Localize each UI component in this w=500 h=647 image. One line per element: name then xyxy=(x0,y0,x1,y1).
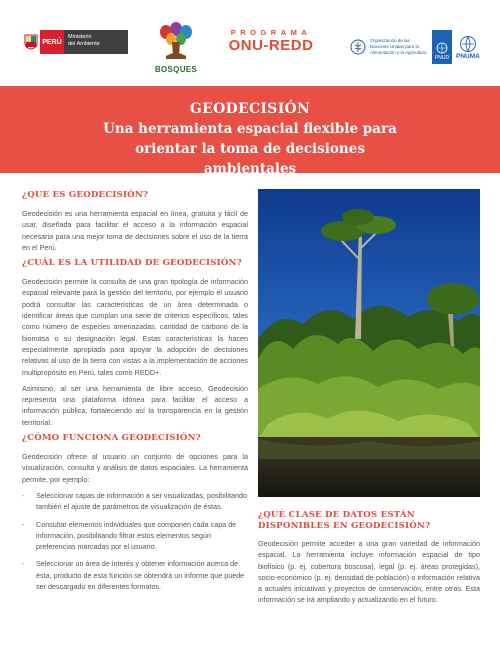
undp-label: PNUD xyxy=(434,55,450,61)
section-body-utilidad-1: Geodecisión permite la consulta de una gran tipología de información espacial relevante para la gestión del territorio, por ejemplo el usuario podrá consultar las características de un área determinada o identificar áreas que cumplan una serie de criterios específicos, tales como número de especies amenazadas, cantidad de carbono de la biomasa o su designación legal. Estas características la hacen especialmente apropiada para apoyar la adopción de decisiones relativas al uso de la tierra con vistas a la implementación de acciones multipropósito en Perú, tales como REDD+. xyxy=(22,277,248,377)
section-body-que-es: Geodecisión es una herramienta espacial en línea, gratuita y fácil de usar, diseñada para facilitar el acceso a la información espacial necesaria para una mejor toma de decisiones sobre el uso de la tierra en el Perú. xyxy=(22,209,248,252)
features-list xyxy=(22,490,248,592)
section-heading-como: ¿CÓMO FUNCIONA GEODECISIÓN? xyxy=(22,433,201,444)
section-body-utilidad-2: Asimismo, al ser una herramienta de libre acceso, Geodecisión representa una plataforma idónea para facilitar el acceso a información pública, fortaleciendo así la transparencia en la gestión territorial. xyxy=(22,383,248,427)
unep-globe-icon xyxy=(459,35,477,53)
fao-label: Organización de las Naciones Unidas para la Alimentación y la Agricultura xyxy=(370,38,427,55)
section-heading-utilidad: ¿CUÁL ES LA UTILIDAD DE GEODECISIÓN? xyxy=(22,258,242,269)
list-item: - Seleccionar un área de interés y obtener información acerca de ésta, producto de esta función se obtendrá un informe que puede ser descargado en diferentes formatos. xyxy=(22,558,248,592)
list-item: - Consultar elementos individuales que componen cada capa de información, posibilitando filtrar estos elementos según preferencias marcadas por el usuario. xyxy=(22,519,248,553)
document-title: GEODECISIÓN xyxy=(189,101,311,117)
section-body-como: Geodecisión ofrece al usuario un conjunto de opciones para la visualización, consulta y análisis de datos espaciales. La herramienta permite, por ejemplo: xyxy=(22,452,248,484)
ministry-line-2: del Ambiente xyxy=(68,41,100,47)
title-banner xyxy=(0,86,500,177)
logo-bar xyxy=(0,0,500,82)
onu-redd-label: ONU-REDD xyxy=(228,37,314,54)
peru-shield-icon xyxy=(22,30,40,54)
section-heading-que-es: ¿QUE ES GEODECISIÓN? xyxy=(22,190,149,200)
hands-tree-icon xyxy=(154,22,198,60)
ministry-name xyxy=(64,30,128,54)
section-body-datos: Geodecisión permite acceder a una gran variedad de información espacial. La herramienta incluye información espacial de tipo biofísico (p. ej. cobertura boscosa), legal (p. ej. áreas protegidas), socio-económico (p. ej. densidad de población) o información relativa a actuales iniciativas y proyectos de conservación, entre otras. Esta información se irá ampliando y actualizando en el futuro. xyxy=(258,539,480,605)
right-column xyxy=(258,510,480,606)
undp-logo xyxy=(432,30,452,64)
un-agencies-logos xyxy=(350,28,480,66)
document-subtitle: Una herramienta espacial flexible para orientar la toma de decisiones ambientales xyxy=(103,121,397,177)
bosques-label: BOSQUES xyxy=(154,65,198,74)
list-item: - Seleccionar capas de información a ser visualizadas, posibilitando también el ajuste de parámetros de visualización de éstas. xyxy=(22,490,248,513)
onu-redd-logo xyxy=(219,28,323,54)
ministry-line-1: Ministerio xyxy=(68,34,92,40)
fao-emblem-icon xyxy=(350,39,366,55)
un-emblem-icon xyxy=(435,41,449,55)
programa-label: PROGRAMA xyxy=(230,28,312,37)
section-heading-datos: ¿QUÉ CLASE DE DATOS ESTÁN DISPONIBLES EN GEODECISIÓN? xyxy=(258,510,431,531)
peru-label: PERÚ xyxy=(40,30,64,54)
pnuma-label: PNUMA xyxy=(456,52,480,60)
pnuma-logo xyxy=(456,35,480,60)
bosques-logo xyxy=(146,22,206,72)
left-column xyxy=(22,190,248,598)
forest-river-photo xyxy=(258,189,480,497)
ministerio-ambiente-logo xyxy=(22,30,128,54)
